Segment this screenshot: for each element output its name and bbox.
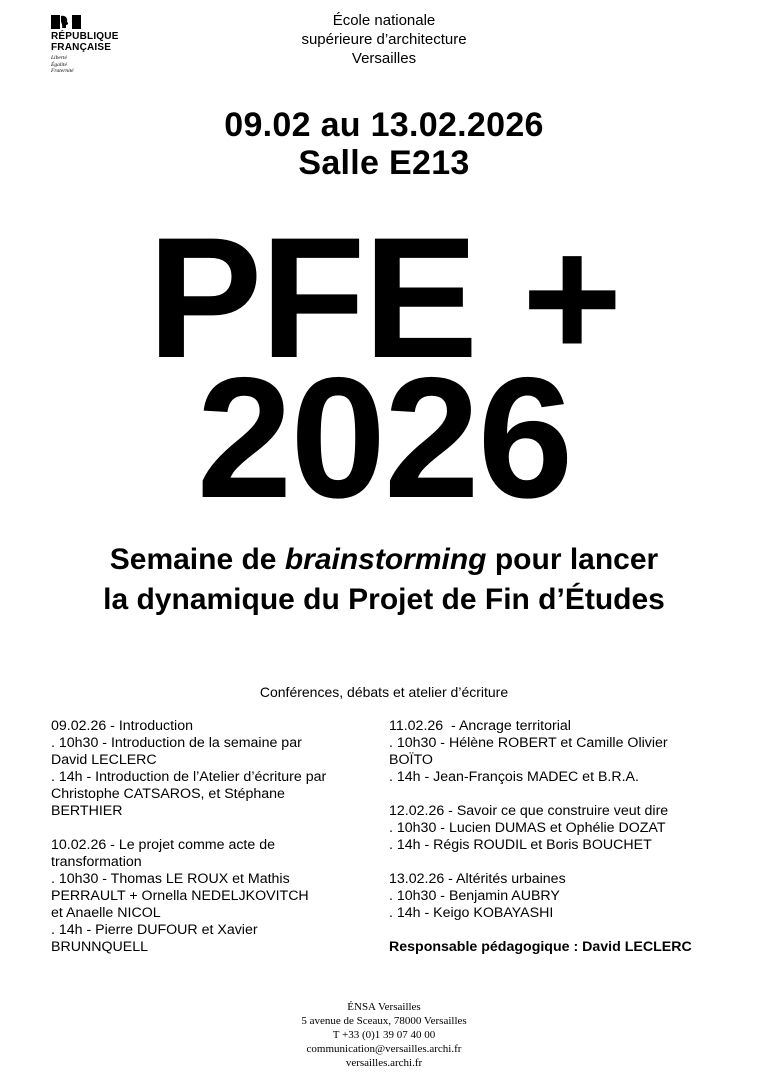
program-day-block: [51, 837, 381, 956]
footer-line: ÉNSA Versailles: [347, 1001, 421, 1013]
event-room: Salle E213: [298, 144, 470, 182]
program-line: . 10h30 - Thomas LE ROUX et Mathis: [51, 871, 290, 887]
program-line: . 14h - Keigo KOBAYASHI: [389, 905, 554, 921]
program-line: BERTHIER: [51, 803, 123, 819]
program-line: 11.02.26 - Ancrage territorial: [389, 718, 571, 734]
program-line: BRUNNQUELL: [51, 939, 148, 955]
program-line: Christophe CATSAROS, et Stéphane: [51, 786, 285, 802]
event-dates: [0, 106, 768, 182]
program-line: BOÏTO: [389, 752, 433, 768]
logo-name-line: RÉPUBLIQUE: [51, 31, 119, 42]
program-day-block: [389, 718, 739, 786]
program-line: 13.02.26 - Altérités urbaines: [389, 871, 566, 887]
program-line: 09.02.26 - Introduction: [51, 718, 193, 734]
program-line: . 10h30 - Lucien DUMAS et Ophélie DOZAT: [389, 820, 666, 836]
program-column-left: [51, 718, 381, 973]
subtitle-line-2: la dynamique du Projet de Fin d’Études: [103, 583, 665, 616]
logo-motto-line: Fraternité: [51, 68, 74, 74]
subtitle-text: pour lancer: [486, 543, 659, 576]
program-day-block: [389, 803, 739, 854]
program-line: . 14h - Introduction de l’Atelier d’écriture par: [51, 769, 327, 785]
footer-email: communication@versailles.archi.fr: [306, 1043, 462, 1055]
logo-motto-line: Liberté: [51, 55, 67, 61]
program-line: . 10h30 - Hélène ROBERT et Camille Olivier: [389, 735, 668, 751]
program-line: David LECLERC: [51, 752, 157, 768]
school-name: [0, 11, 768, 68]
logo-motto-line: Égalité: [51, 61, 67, 68]
program-line: . 10h30 - Introduction de la semaine par: [51, 735, 302, 751]
program-line: . 14h - Pierre DUFOUR et Xavier: [51, 922, 258, 938]
footer-phone: T +33 (0)1 39 07 40 00: [332, 1029, 436, 1041]
program-column-right: [389, 718, 739, 956]
footer-website: versailles.archi.fr: [345, 1057, 423, 1069]
program-line: 10.02.26 - Le projet comme acte de: [51, 837, 275, 853]
program-line: . 14h - Régis ROUDIL et Boris BOUCHET: [389, 837, 652, 853]
event-date-range: 09.02 au 13.02.2026: [224, 106, 544, 144]
program-line: . 14h - Jean-François MADEC et B.R.A.: [389, 769, 639, 785]
logo-name-line: FRANÇAISE: [51, 42, 112, 53]
subtitle-text: Semaine de: [109, 543, 285, 576]
school-name-line: supérieure d’architecture: [301, 31, 467, 48]
program-day-block: [51, 718, 381, 820]
program-line: transformation: [51, 854, 142, 870]
school-name-line: Versailles: [351, 50, 417, 67]
footer-contact: [0, 1000, 768, 1070]
program-line: . 10h30 - Benjamin AUBRY: [389, 888, 560, 904]
program-line: PERRAULT + Ornella NEDELJKOVITCH: [51, 888, 309, 904]
program-title: Conférences, débats et atelier d’écriture: [259, 684, 509, 700]
headline: [0, 202, 768, 534]
subtitle-line-1: [0, 540, 768, 580]
program-line: 12.02.26 - Savoir ce que construire veut dire: [389, 803, 669, 819]
program-day-block: [389, 871, 739, 922]
footer-address: 5 avenue de Sceaux, 78000 Versailles: [301, 1015, 467, 1027]
school-name-line: École nationale: [332, 12, 436, 29]
headline-line-1: PFE +: [147, 202, 621, 394]
headline-line-2: 2026: [196, 342, 572, 534]
subtitle-italic: brainstorming: [284, 543, 487, 576]
responsable-pedagogique: Responsable pédagogique : David LECLERC: [389, 939, 692, 955]
program-line: et Anaelle NICOL: [51, 905, 161, 921]
subtitle: [0, 540, 768, 620]
